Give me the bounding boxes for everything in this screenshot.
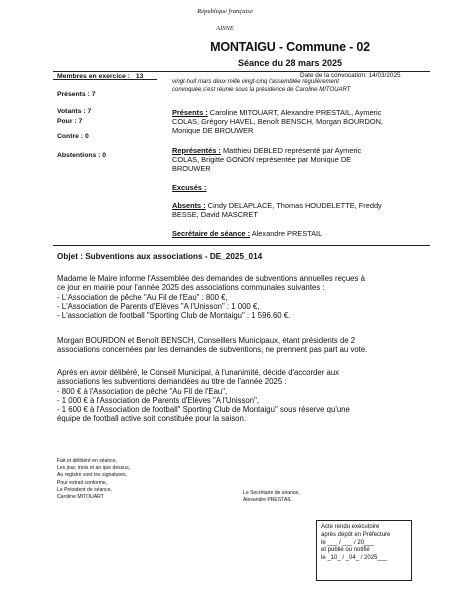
signature-president [57, 458, 130, 501]
paragraph-informe [57, 274, 429, 320]
representes-names: Matthieu DEBLED représenté par Aymeric [220, 146, 362, 155]
paragraph-line: Morgan BOURDON et Benoît BENSCH, Conseillers Municipaux, étant présidents de 2 [57, 336, 356, 345]
representes-names: BROUWER [172, 164, 211, 174]
paragraph-line: associations concernées par les demandes de subventions, ne prennent pas part au vote. [57, 345, 368, 355]
paragraph-line: - 1 600 € à l'Association de football" Sporting Club de Montaigu" sous réserve qu'une [57, 405, 350, 415]
signature-line: Le Président de séance, [57, 486, 112, 493]
signature-line: Le Secrétaire de séance, [243, 490, 300, 496]
paragraph-deliberation [57, 368, 429, 424]
signature-line: Alexandre PRESTAIL [243, 497, 292, 504]
paragraph-line: équipe de football active soit constituée pour la saison. [57, 414, 246, 424]
seance-date: Séance du 28 mars 2025 [237, 58, 343, 68]
paragraph-line: ce jour en mairie pour l'année 2025 des associations communales suivantes : [57, 283, 325, 293]
secretaire-name: Alexandre PRESTAIL [250, 229, 323, 238]
signature-line: Pour extrait conforme, [57, 479, 108, 486]
contre-count: Contre : 0 [57, 133, 89, 140]
paragraph-line: - L'association de football "Sporting Club de Montaigu" : 1 596.60 €. [57, 311, 291, 321]
excuses-block [172, 183, 429, 192]
paragraph-line: associations les subventions demandées au titre de l'année 2025 : [57, 377, 287, 387]
paragraph-conseillers [57, 336, 429, 355]
intro-line: vingt-huit mars deux mille vingt-cinq l'assemblée régulièrement [172, 79, 339, 85]
republique-francaise: République française [197, 8, 253, 15]
acte-executoire-box [316, 520, 412, 581]
commune-title: MONTAIGU - Commune - 02 [210, 40, 370, 54]
pour-count: Pour : 7 [57, 118, 83, 125]
paragraph-line: - 800 € à l'Association de pêche "Au Fil de l'Eau", [57, 386, 228, 396]
departement: AISNE [216, 25, 234, 32]
acte-line: et publié ou notifié [321, 547, 370, 554]
date-convocation: Date de la convocation: 14/03/2025 [300, 72, 401, 79]
signature-line: Caroline MITOUART [57, 494, 104, 501]
presents-label: Présents : [172, 108, 208, 117]
paragraph-line: - L'Association de Parents d'Elèves "A l'Unisson" : 1 000 €, [57, 301, 260, 311]
objet-title: Objet : Subventions aux associations - DE_2025_014 [57, 252, 263, 261]
acte-line: le _10_ / _04_ / 2025___ [321, 555, 388, 562]
secretaire-label: Secrétaire de séance : [172, 229, 251, 238]
paragraph-line: - 1 000 € à l'Association de Parents d'Elèves "A l'Unisson", [57, 395, 259, 405]
presents-block [172, 108, 429, 136]
membres-value: 13 [135, 73, 144, 80]
absents-label: Absents : [172, 201, 206, 210]
presents-names: Monique DE BROUWER [172, 126, 254, 136]
absents-names: BESSE, David MASCRET [172, 210, 258, 220]
representes-names: COLAS, Brigitte GONON représentée par Monique DE [172, 155, 352, 165]
paragraph-line: - L'Association de pêche "Au Fil de l'Eau" : 800 €, [57, 292, 228, 302]
signature-line: Fait et délibéré en séance, [57, 458, 118, 464]
signature-secretaire [243, 490, 300, 504]
representes-block [172, 146, 429, 174]
signature-line: Les jour, mois et an que dessus, [57, 465, 131, 472]
presents-count: Présents : 7 [57, 91, 96, 98]
paragraph-line: Madame le Maire informe l'Assemblée des demandes de subventions annuelles reçues à [57, 274, 365, 283]
excuses-label: Excusés : [172, 183, 207, 192]
intro-text [172, 79, 422, 94]
acte-line: Acte rendu exécutoire [321, 524, 380, 530]
presents-names: COLAS, Grégory HAVEL, Benoît BENSCH, Morgan BOURDON, [172, 117, 383, 127]
signature-line: Au registre sont les signatures, [57, 472, 127, 479]
votants-count: Votants : 7 [57, 108, 92, 115]
intro-line: convoquée,s'est réunie sous la présidence de Caroline MITOUART [172, 86, 351, 93]
abstentions-count: Abstentions : 0 [57, 152, 107, 159]
absents-names: Cindy DELAPLACE, Thomas HOUDELETTE, Freddy [205, 201, 382, 210]
representes-label: Représentés : [172, 146, 221, 155]
secretaire-block [172, 229, 429, 238]
membres-label: Membres en exercice : [57, 73, 130, 80]
absents-block [172, 201, 429, 219]
section-rule [53, 245, 430, 246]
acte-line: le ___ / ___ / 20___ [321, 539, 375, 546]
paragraph-line: Après en avoir délibéré, le Conseil Municipal, à l'unanimité, décide d'accorder aux [57, 368, 340, 377]
presents-names: Caroline MITOUART, Alexandre PRESTAIL, Aymeric [207, 108, 382, 117]
acte-line: après dépôt en Préfecture [321, 531, 391, 538]
membres-rule [53, 79, 157, 80]
